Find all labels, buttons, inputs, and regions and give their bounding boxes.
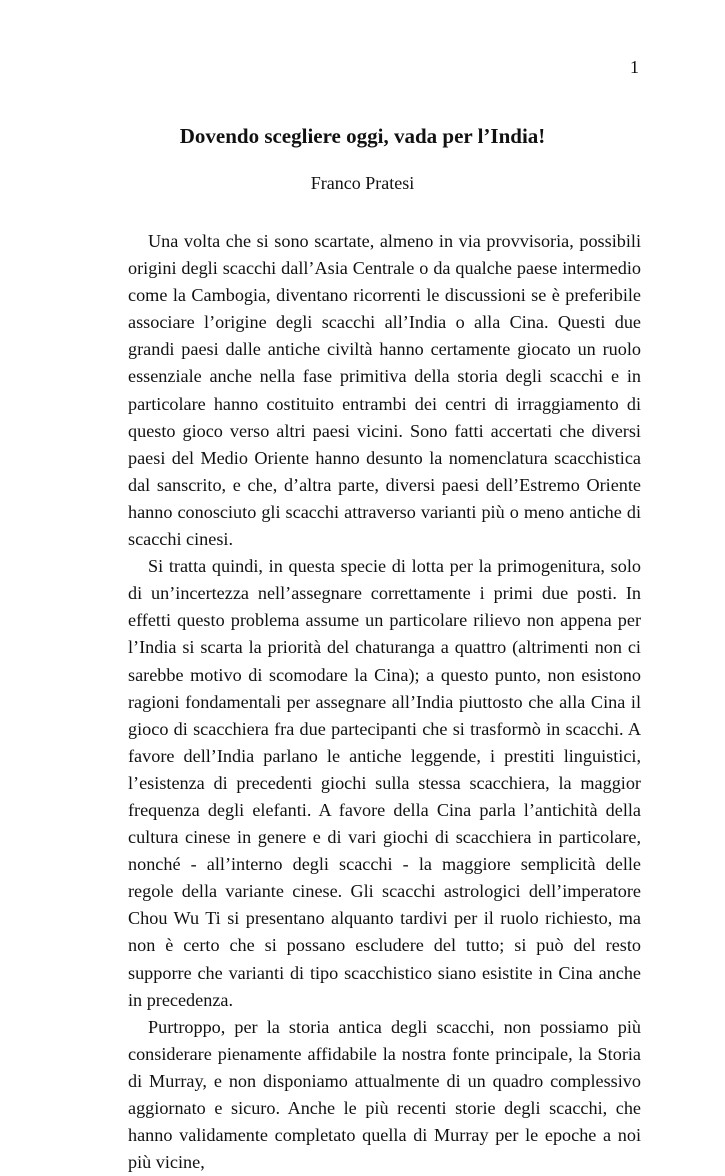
paragraph-1: Una volta che si sono scartate, almeno in via provvisoria, possibili origini degli scacchi dall’Asia Centrale o da qualche paese intermedio come la Cambogia, diventano ricorrenti le discussioni se è preferibile associare l’origine degli scacchi all’India o alla Cina. Questi due grandi paesi dalle antiche civiltà hanno certamente giocato un ruolo essenziale anche nella fase primitiva della storia degli scacchi e in particolare hanno costituito entrambi dei centri di irraggiamento di questo gioco verso altri paesi vicini. Sono fatti accertati che diversi paesi del Medio Oriente hanno desunto la nomenclatura scacchistica dal sanscrito, e che, d’altra parte, diversi paesi dell’Estremo Oriente hanno conosciuto gli scacchi attraverso varianti più o meno antiche di scacchi cinesi. [128,231,641,550]
author-name: Franco Pratesi [310,173,415,193]
paragraph-2: Si tratta quindi, in questa specie di lotta per la primogenitura, solo di un’incertezza nell’assegnare correttamente i primi due posti. In effetti questo problema assume un particolare rilievo non appena per l’India si scarta la priorità del chaturanga a quattro (altrimenti non ci sarebbe motivo di scomodare la Cina); a questo punto, non esistono ragioni fondamentali per assegnare all’India piuttosto che alla Cina il gioco di scacchiera fra due partecipanti che si trasformò in scacchi. A favore dell’India parlano le antiche leggende, i prestiti linguistici, l’esistenza di precedenti giochi sulla stessa scacchiera, la maggior frequenza degli elefanti. A favore della Cina parla l’antichità della cultura cinese in genere e di vari giochi di scacchiera in particolare, nonché - all’interno degli scacchi - la maggiore semplicità delle regole della variante cinese. Gli scacchi astrologici dell’imperatore Chou Wu Ti si presentano alquanto tardivi per il ruolo richiesto, ma non è certo che si possano escludere del tutto; si può del resto supporre che varianti di tipo scacchistico siano esistite in Cina anche in precedenza. [128,556,641,1010]
paragraph-3: Purtroppo, per la storia antica degli scacchi, non possiamo più considerare pienamente affidabile la nostra fonte principale, la Storia di Murray, e non disponiamo attualmente di un quadro complessivo aggiornato e sicuro. Anche le più recenti storie degli scacchi, che hanno validamente completato quella di Murray per le epoche a noi più vicine, [128,1016,641,1173]
body-text [128,228,641,1176]
document-title: Dovendo scegliere oggi, vada per l’India! [179,124,546,148]
page-number: 1 [630,57,639,77]
